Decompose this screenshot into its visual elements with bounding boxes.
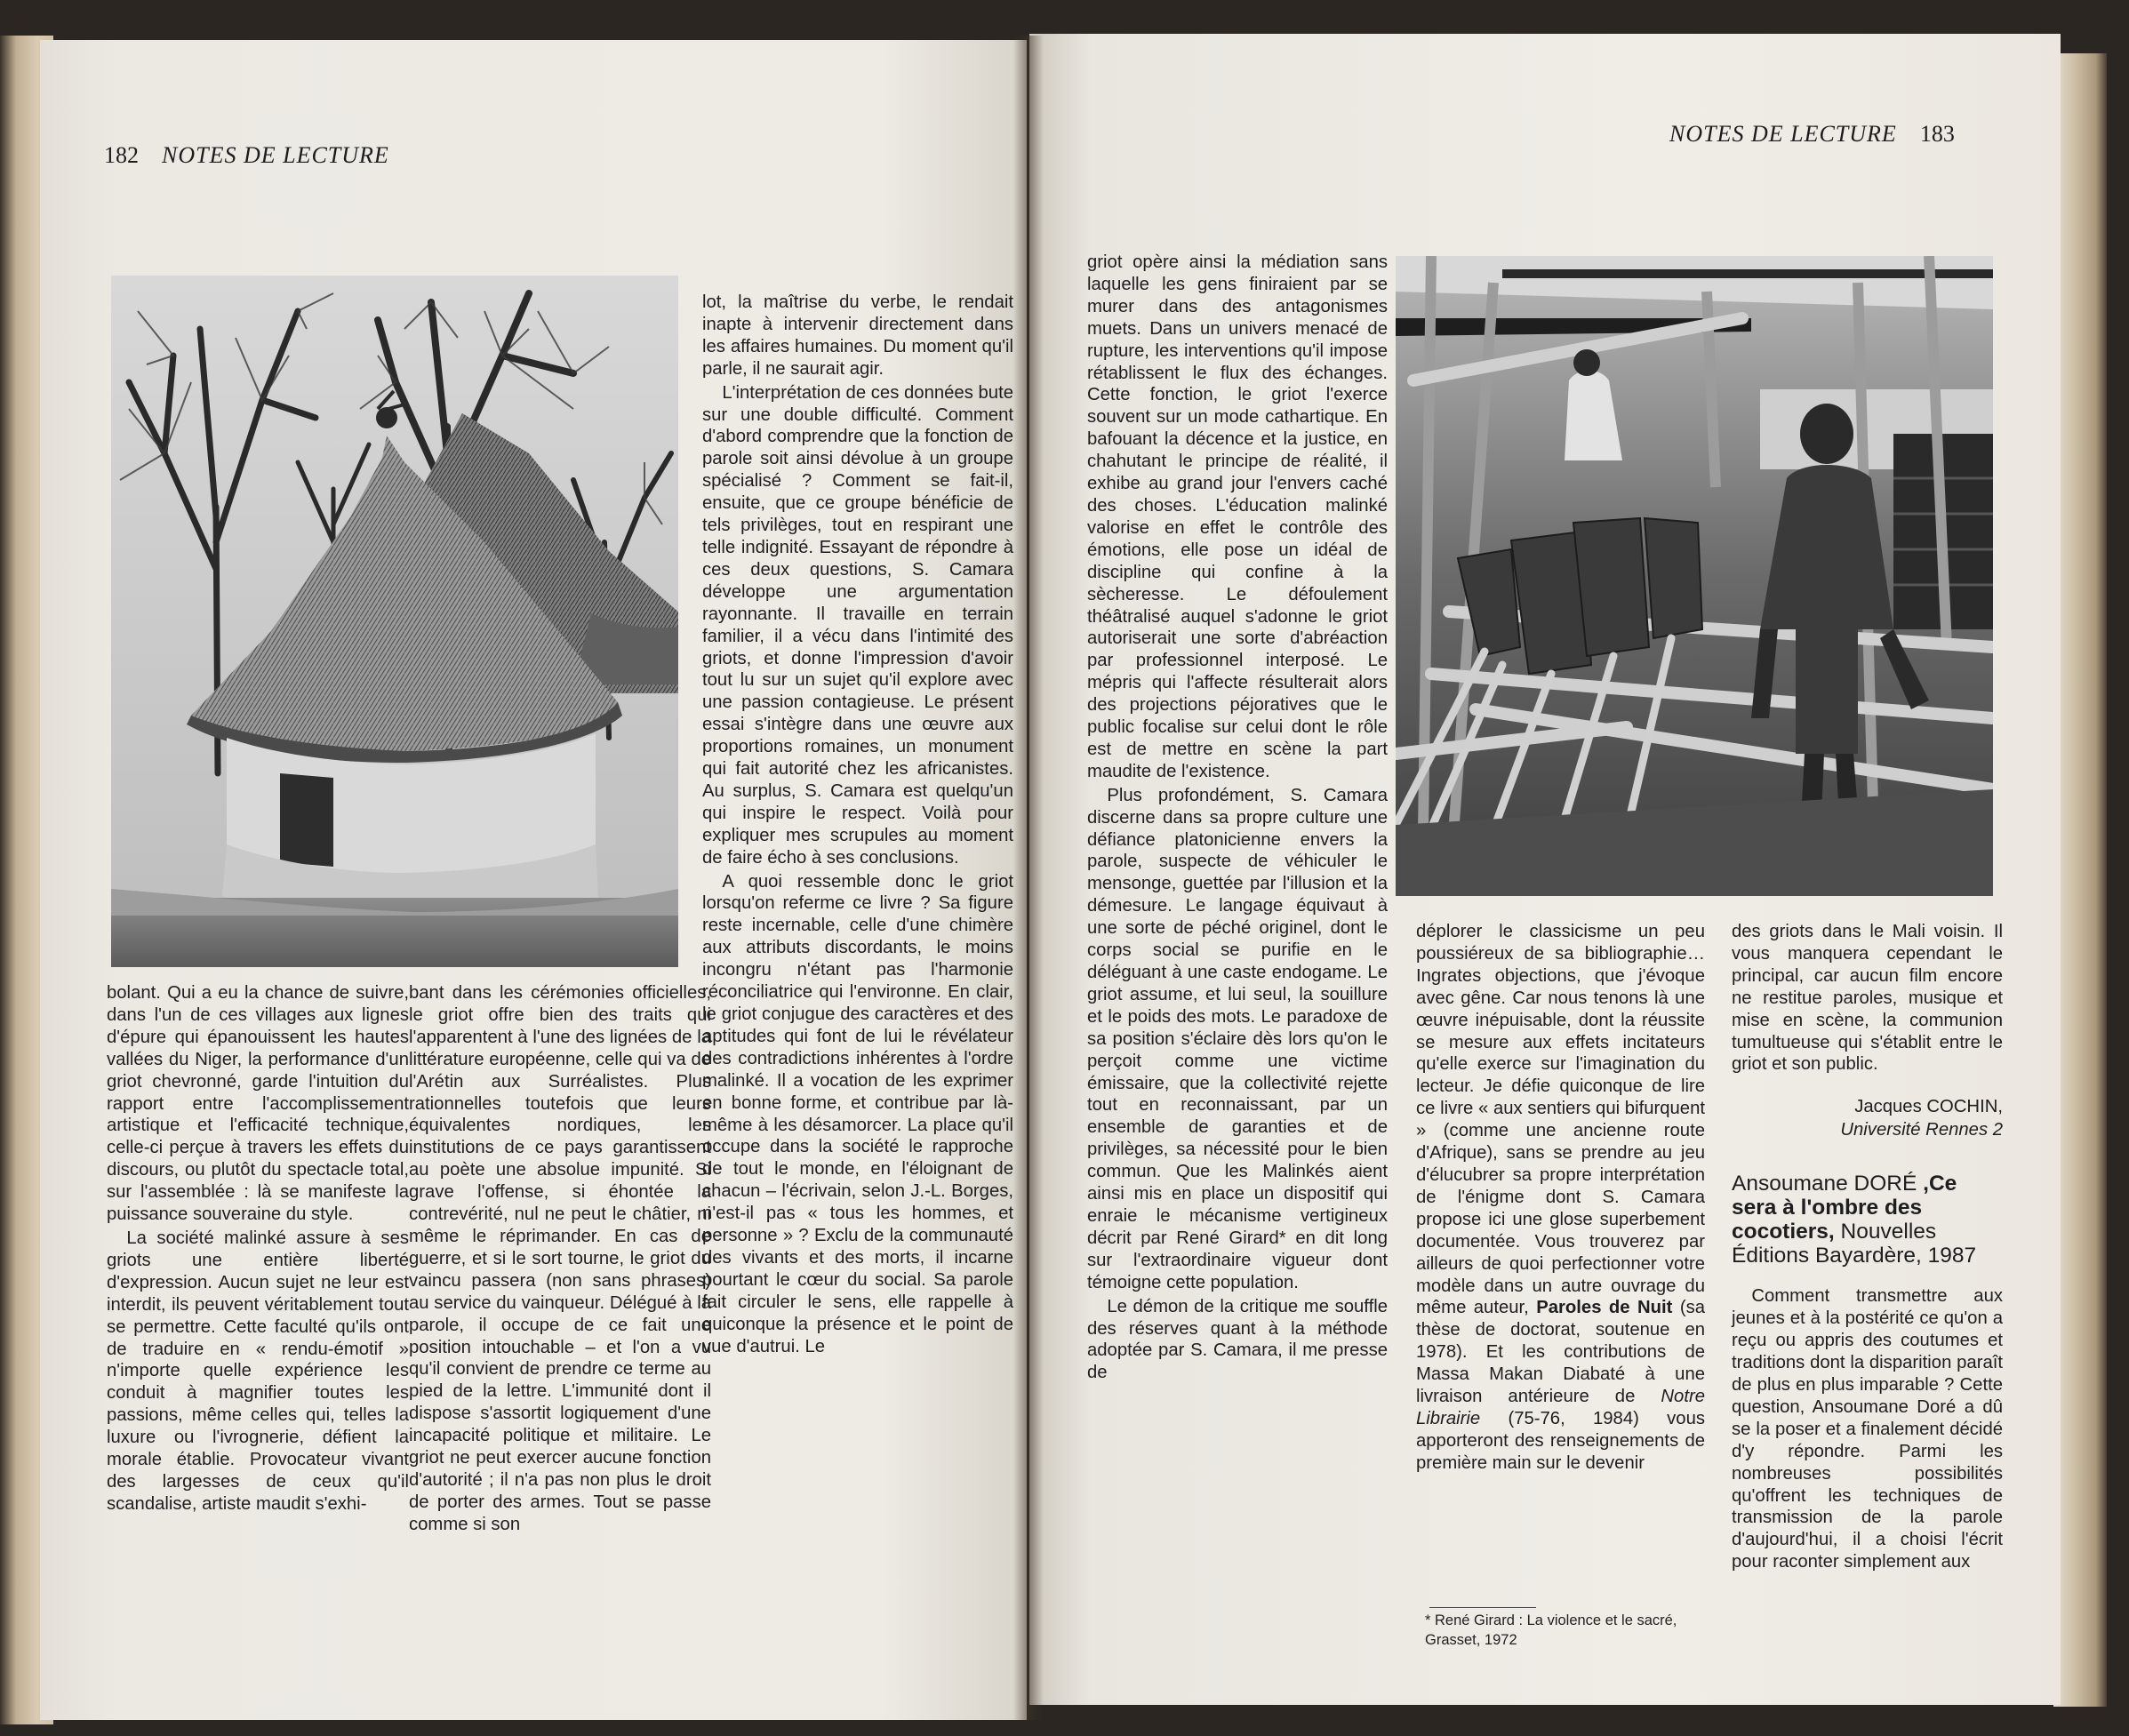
book-heading [1732,1172,2003,1268]
right-col2-text: (75-76, 1984) vous apporteront des renseignements de première main sur le devenir [1416,1408,1705,1473]
left-column-2 [409,982,711,1536]
signature-affiliation: Université Rennes 2 [1840,1120,2003,1140]
huts-illustration [111,276,678,967]
left-col2-paragraph: bant dans les cérémonies officielles, le griot offre bien des traits qui l'apparentent à l'une des lignées de la littérature européenne, celle qui va de l'Arétin aux Surréalistes. Plus rationnelles toutefois que leurs équivalentes nordiques, les institutions de ce pays garantissent au poète une absolue impunité. Si grave l'offense, si éhontée la contrevérité, nul ne peut le châtier, ni même le réprimander. En cas de guerre, et si le sort tourne, le griot du vaincu passera (non sans phrases) au service du vainqueur. Délégué à la parole, il occupe de ce fait une position intouchable – et l'on a vu qu'il convient de prendre ce terme au pied de la lettre. L'immunité dont il dispose s'assortit logiquement d'une incapacité politique et militaire. Le griot ne peut exercer aucune fonction d'autorité ; il n'a pas non plus le droit de porter des armes. Tout se passe comme si son [409,983,711,1534]
photo-child-with-tools [1396,256,1993,896]
right-column-1 [1087,252,1388,1384]
right-col1-paragraph: Plus profondément, S. Camara discerne dans sa propre culture une défiance platonicienne envers la parole, suspecte de véhiculer le mensonge, guettée par l'illusion et la démesure. Le langage équivaut à une sorte de péché originel, dont le corps social se purifie en le déléguant à une caste endogame. Le griot assume, et lui seul, la souillure et le poids des mots. Le paradoxe de sa position s'éclaire dès lors qu'on le perçoit comme une victime émissaire, que la collectivité rejette tout en reconnaissant, par un ensemble de garanties et de privilèges, sa nécessité pour le bien commun. Que les Malinkés aient ainsi mis en place un dispositif qui enraie le mécanisme vertigineux décrit par René Girard* en dit long sur l'extraordinaire vigueur dont témoigne cette population. [1087,785,1388,1292]
photo-thatched-huts [111,276,678,967]
right-running-title: NOTES DE LECTURE [1669,121,1897,147]
right-col2-paragraph [1416,921,1705,1475]
left-col3-paragraph: L'interprétation de ces données bute sur une double difficulté. Comment d'abord comprendre que la fonction de parole soit ainsi dévolue à un groupe spécialisé ? Comment se fait-il, ensuite, que ce groupe bénéficie de tels privilèges, tout en respirant une telle indignité. Essayant de répondre à ces deux questions, S. Camara développe une argumentation rayonnante. Il travaille en terrain familier, il a vécu dans l'intimité des griots, et donne l'impression d'avoir tout lu sur un sujet qu'il explore avec une passion contagieuse. Le présent essai s'intègre dans une œuvre aux proportions romaines, un monument qui fait autorité chez les africanistes. Au surplus, S. Camara est quelqu'un qui inspire le respect. Voilà pour expliquer mes scrupules au moment de faire écho à ses conclusions. [702,382,1013,868]
left-column-3 [702,292,1013,1358]
left-col1-paragraph: bolant. Qui a eu la chance de suivre, dans l'un de ces villages aux lignes d'épure qui épanouissent les hautes vallées du Niger, la performance d'un griot chevronné, garde l'intuition du rapport entre l'accomplissement artistique et l'efficacité technique, celle-ci perçue à travers les effets du discours, ou plutôt du spectacle total, sur l'assemblée : là se manifeste la puissance souveraine du style. [107,983,409,1225]
left-running-head [104,142,389,169]
review-title-notre-librairie: Notre Librairie [1416,1387,1705,1428]
book-title: ,Ce sera à l'ombre des cocotiers, [1732,1172,1957,1244]
right-running-head [1669,121,1955,148]
right-col2-text: déplorer le classicisme un peu poussiéreux de sa bibliographie… Ingrates objections, que j'évoque avec gêne. Car nous tenons là une œuvre inépuisable, dont la réussite se mesure aux effets incitateurs qu'elle exerce sur l'imagination du lecteur. Je défie quiconque de lire ce livre « aux sentiers qui bifurquent » (comme une ancienne route d'Afrique), sans se prendre au jeu d'élucubrer sa propre interprétation de l'énigme dont S. Camara propose ici une glose superbement documentée. Vous trouverez par ailleurs de quoi perfectionner votre modèle dans un autre ouvrage du même auteur, [1416,922,1705,1318]
right-column-2 [1416,921,1705,1475]
right-col2-text: (sa thèse de doctorat, soutenue en 1978). Et les contributions de Massa Makan Diabaté à une livraison antérieure de [1416,1298,1705,1407]
right-page-number: 183 [1919,121,1955,147]
left-page-number: 182 [104,142,139,168]
left-running-title: NOTES DE LECTURE [162,142,389,168]
right-column-3 [1732,921,2003,1573]
book-author: Ansoumane DORÉ [1732,1172,1917,1196]
right-col3-paragraph: des griots dans le Mali voisin. Il vous manquera cependant le principal, car aucun film encore ne restitue paroles, musique et mise en scène, la communion tumultueuse qui s'établit entre le griot et son public. [1732,922,2003,1075]
book-gutter [1013,36,1044,1720]
review-signature [1732,1095,2003,1141]
signature-name: Jacques COCHIN, [1854,1097,2003,1117]
left-col3-paragraph: lot, la maîtrise du verbe, le rendait inapte à intervenir directement dans les affaires humaines. Du moment qu'il parle, il ne saurait agir. [702,292,1013,379]
left-column-1 [107,982,409,1516]
book-edge-right [2053,53,2107,1707]
right-page [1029,34,2061,1705]
book-publisher: Nouvelles Éditions Bayardère, 1987 [1732,1220,1977,1268]
left-col3-paragraph: A quoi ressemble donc le griot lorsqu'on referme ce livre ? Sa figure reste incernable, celle d'une chimère aux attributs discordants, le moins incongru n'étant pas l'harmonie réconciliatrice qui l'environne. En clair, le griot conjugue des caractères et des aptitudes qui font de lui le révélateur des contradictions inhérentes à l'ordre malinké. Il a vocation de les exprimer en bonne forme, et contribue par là-même à les désamorcer. La place qu'il occupe dans la société le rapproche de tout le monde, en l'éloignant de chacun – l'écrivain, selon J.-L. Borges, n'est-il pas « tous les hommes, et personne » ? Exclu de la communauté des vivants et des morts, il incarne pourtant le cœur du social. Sa parole fait circuler le sens, elle rappelle à quiconque la présence et le point de vue d'autrui. Le [702,871,1013,1356]
footnote: * René Girard : La violence et le sacré, Grasset, 1972 [1425,1612,1677,1648]
footnote-rule [1429,1607,1536,1608]
right-col1-paragraph: Le démon de la critique me souffle des réserves quant à la méthode adoptée par S. Camara, il me presse de [1087,1296,1388,1383]
right-col1-paragraph: griot opère ainsi la médiation sans laquelle les gens finiraient par se murer dans des antagonismes muets. Dans un univers menacé de rupture, les interventions qu'il impose rétablissent le flux des échanges. Cette fonction, le griot l'exerce souvent sur un mode cathartique. En bafouant la décence et la justice, en chahutant le principe de réalité, il exhibe au grand jour l'envers caché des choses. L'éducation malinké valorise en effet le contrôle des émotions, elle pose un idéal de discipline qui confine à la sècheresse. Le défoulement théâtralisé auquel s'adonne le griot autoriserait une sorte d'abréaction par professionnel interposé. Le mépris qui l'affecte résulterait alors des projections péjoratives que le public focalise sur celui dont le rôle est de mettre en scène la part maudite de l'existence. [1087,252,1388,781]
book-title-paroles-de-nuit: Paroles de Nuit [1536,1298,1673,1318]
left-page [40,40,1027,1720]
right-col3-review-paragraph: Comment transmettre aux jeunes et à la postérité ce qu'on a reçu ou appris des coutumes et traditions dont la disparition paraît de plus en plus imparable ? Cette question, Ansoumane Doré a dû se la poser et a finalement décidé d'y répondre. Parmi les nombreuses possibilités qu'offrent les techniques de transmission de la parole d'aujourd'hui, il a choisi l'écrit pour raconter simplement aux [1732,1286,2003,1572]
left-col1-paragraph: La société malinké assure à ses griots une entière liberté d'expression. Aucun sujet ne leur est interdit, ils peuvent véritablement tout se permettre. Cette faculté qu'ils ont de traduire en « rendu-émotif » n'importe quelle expérience les conduit à magnifier toutes les passions, même celles qui, telles la luxure ou l'ivrognerie, défient la morale établie. Provocateur vivant des largesses de ceux qu'il scandalise, artiste maudit s'exhi- [107,1228,409,1514]
child-tools-illustration [1396,256,1993,896]
